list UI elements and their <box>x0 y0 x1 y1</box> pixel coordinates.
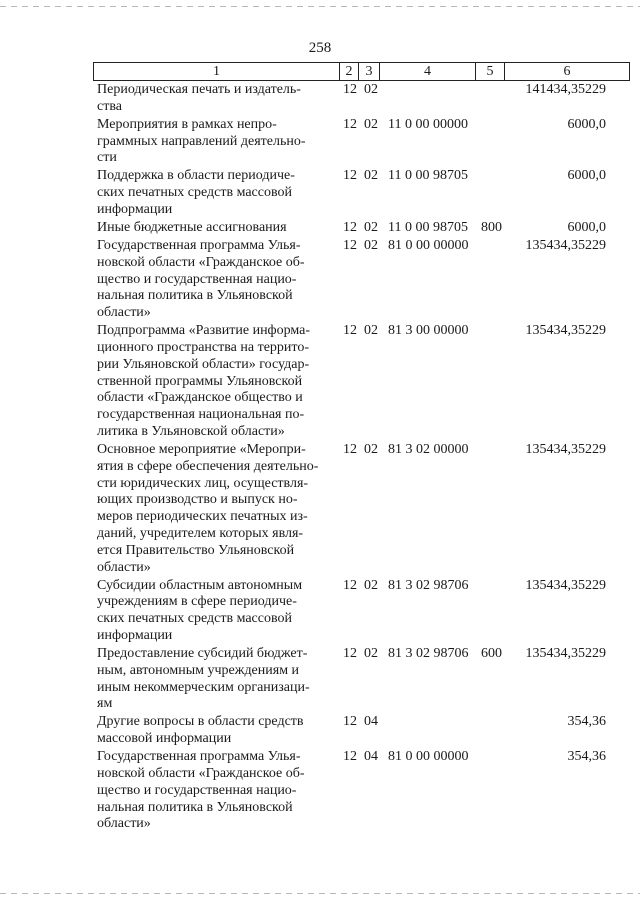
bottom-dotted-rule <box>0 893 640 894</box>
row-target-article-code: 81 3 02 98706 <box>388 577 469 593</box>
row-name: Поддержка в области периодиче- ских печатных средств массовой информации <box>97 168 295 217</box>
header-col-5: 5 <box>476 63 505 80</box>
table-row <box>0 220 640 238</box>
row-name: Другие вопросы в области средств массовой информации <box>97 714 304 747</box>
row-amount: 135434,35229 <box>525 577 606 593</box>
row-target-article-code: 11 0 00 98705 <box>388 220 468 235</box>
row-amount: 135434,35229 <box>525 442 606 457</box>
row-target-article-code: 81 3 00 00000 <box>388 323 469 339</box>
row-name: Мероприятия в рамках непро- граммных направлений деятельно- сти <box>97 116 306 166</box>
row-name: Государственная программа Улья- новской области «Гражданское об- щество и государственная нацио- нальная политика в Ульяновской области» <box>97 238 305 321</box>
row-subsection-code: 02 <box>364 220 378 235</box>
row-subsection-code: 02 <box>364 168 378 184</box>
table-row <box>0 117 640 169</box>
row-section-code: 12 <box>343 220 357 235</box>
row-subsection-code: 04 <box>364 714 378 730</box>
row-amount: 135434,35229 <box>525 238 606 253</box>
row-amount: 135434,35229 <box>525 646 606 661</box>
row-section-code: 12 <box>343 82 357 97</box>
table-header <box>93 62 630 81</box>
row-section-code: 12 <box>343 238 357 253</box>
row-section-code: 12 <box>343 646 357 661</box>
table-row <box>0 238 640 323</box>
row-amount: 354,36 <box>567 714 606 730</box>
row-name: Подпрограмма «Развитие информа- ционного пространства на террито- рии Ульяновской области» государ- ственной программы Ульяновской области «Гражданское общество и государственная национальная по- литика в Ульяновской области» <box>97 323 311 439</box>
row-expense-type-code: 800 <box>481 220 502 235</box>
row-target-article-code: 11 0 00 00000 <box>388 116 468 132</box>
table-row <box>0 714 640 749</box>
row-subsection-code: 02 <box>364 238 378 253</box>
row-amount: 135434,35229 <box>525 323 606 339</box>
row-amount: 354,36 <box>567 749 606 765</box>
row-name: Основное мероприятие «Меропри- ятия в сфере обеспечения деятельно- сти юридических лиц, осуществля- ющих производство и выпуск но- меров периодических печатных из- даний, учредителем которых явля- ется Правительство Ульяновской области» <box>97 442 319 575</box>
row-amount: 141434,35229 <box>525 82 606 97</box>
table-row <box>0 749 640 834</box>
row-amount: 6000,0 <box>567 116 606 132</box>
row-expense-type-code: 600 <box>481 646 502 661</box>
row-target-article-code: 11 0 00 98705 <box>388 168 468 184</box>
row-subsection-code: 02 <box>364 577 378 593</box>
row-subsection-code: 02 <box>364 82 378 97</box>
header-col-3: 3 <box>359 63 380 80</box>
row-target-article-code: 81 3 02 98706 <box>388 646 469 661</box>
table-row <box>0 323 640 442</box>
row-subsection-code: 02 <box>364 442 378 457</box>
row-amount: 6000,0 <box>567 220 606 235</box>
row-subsection-code: 02 <box>364 116 378 132</box>
row-section-code: 12 <box>343 749 357 765</box>
row-section-code: 12 <box>343 323 357 339</box>
table-row <box>0 578 640 646</box>
row-section-code: 12 <box>343 116 357 132</box>
header-col-6: 6 <box>563 64 571 79</box>
row-target-article-code: 81 0 00 00000 <box>388 749 469 765</box>
row-subsection-code: 02 <box>364 323 378 339</box>
row-name: Субсидии областным автономным учреждениям в сфере периодиче- ских печатных средств массовой информации <box>97 577 303 643</box>
row-name: Предоставление субсидий бюджет- ным, автономным учреждениям и иным некоммерческим организаци- ям <box>97 646 310 712</box>
row-name: Иные бюджетные ассигнования <box>97 220 287 235</box>
row-target-article-code: 81 3 02 00000 <box>388 442 469 457</box>
row-section-code: 12 <box>343 577 357 593</box>
row-section-code: 12 <box>343 442 357 457</box>
table-row <box>0 82 640 117</box>
row-section-code: 12 <box>343 168 357 184</box>
page-number: 258 <box>308 40 332 56</box>
row-section-code: 12 <box>343 714 357 730</box>
row-amount: 6000,0 <box>567 168 606 184</box>
table-row <box>0 646 640 714</box>
row-name: Периодическая печать и издатель- ства <box>97 82 301 114</box>
row-target-article-code: 81 0 00 00000 <box>388 238 469 253</box>
table-row <box>0 168 640 220</box>
header-col-1: 1 <box>94 63 340 80</box>
row-name: Государственная программа Улья- новской области «Гражданское об- щество и государственная нацио- нальная политика в Ульяновской области» <box>97 749 305 832</box>
row-subsection-code: 04 <box>364 749 378 765</box>
top-dotted-rule <box>0 6 640 7</box>
header-col-4: 4 <box>380 63 476 80</box>
header-col-2: 2 <box>340 63 359 80</box>
table-row <box>0 442 640 578</box>
row-subsection-code: 02 <box>364 646 378 661</box>
